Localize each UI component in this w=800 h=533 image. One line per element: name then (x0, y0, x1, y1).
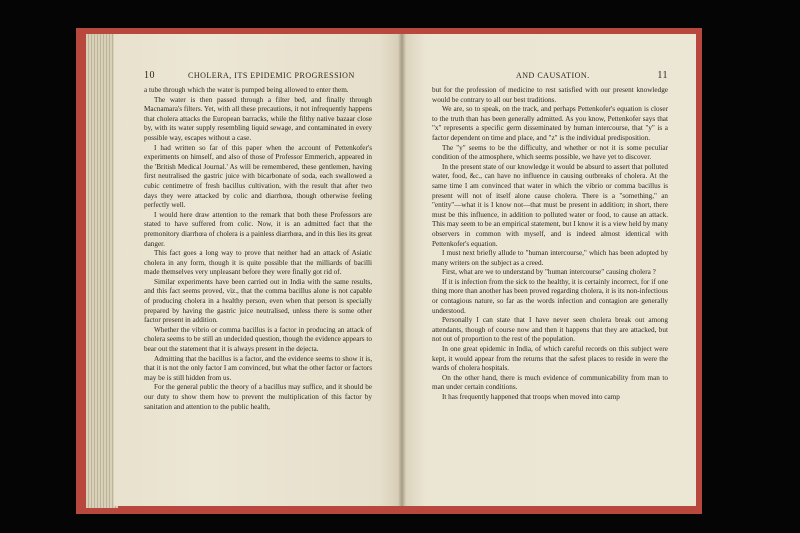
left-running-head: CHOLERA, ITS EPIDEMIC PROGRESSION (188, 71, 355, 80)
right-running-head: AND CAUSATION. (516, 71, 590, 80)
right-page (402, 34, 696, 506)
left-page-header (144, 70, 372, 81)
right-page-number: 11 (657, 70, 668, 81)
book-gutter (398, 34, 406, 506)
paragraph: For the general public the theory of a bacillus may suffice, and it should be our duty to show them how to prevent the multiplication of this factor by sanitation and attention to the public health, (144, 383, 372, 411)
paragraph: but for the profession of medicine to rest satisfied with our present knowledge would be contrary to all our best traditions. (432, 86, 668, 104)
paragraph: Similar experiments have been carried out in India with the same results, and this fact seems proved, viz., that the comma bacillus alone is not capable of producing cholera in a healthy person, even when that person is specially prepared by having the gastric juice neutralised, unless there is some other factor present in addition. (144, 277, 372, 325)
left-page (114, 34, 402, 506)
paragraph: The water is then passed through a filter bed, and finally through Macnamara's filters. Yet, with all these precautions, it not infrequently happens that cholera attacks the European barracks, while the filthy native bazaar close by, with its water supply resembling liquid sewage, and contaminated in every possible way, escapes without a case. (144, 95, 372, 142)
paragraph: Personally I can state that I have never seen cholera break out among attendants, though of course now and then it happens that they are attacked, but not out of proportion to the rest of the population. (432, 316, 668, 344)
paragraph: On the other hand, there is much evidence of communicability from man to man under certain conditions. (432, 373, 668, 392)
paragraph: This fact goes a long way to prove that neither had an attack of Asiatic cholera in any form, though it is quite possible that the milliards of bacilli made themselves very unpleasant before they were finally got rid of. (144, 249, 372, 277)
paragraph: The "y" seems to be the difficulty, and whether or not it is some peculiar condition of the atmosphere, which seems possible, we have yet to discover. (432, 143, 668, 162)
right-page-text (432, 86, 668, 403)
paragraph: In one great epidemic in India, of which careful records on this subject were kept, it would appear from the returns that the safest places to reside in were the wards of cholera hospitals. (432, 345, 668, 373)
paragraph: It has frequently happened that troops when moved into camp (442, 393, 620, 401)
paragraph: Whether the vibrio or comma bacillus is a factor in producing an attack of cholera seems to be still an undecided question, though the evidence appears to bear out the statement that it is always present in the dejecta. (144, 325, 372, 354)
paragraph: a tube through which the water is pumped being allowed to enter them. (144, 86, 349, 94)
paragraph: We are, so to speak, on the track, and perhaps Pettenkofer's equation is closer to the truth than has been generally admitted. As you know, Pettenkofer says that "x" represents a specific germ disseminated by human intercourse, that "y" is a factor dependent on time and place, and "z" is the individual predisposition. (432, 105, 668, 142)
left-page-number: 10 (144, 70, 155, 81)
paragraph: In the present state of our knowledge it would be absurd to assert that polluted water, food, &c., can have no influence in causing outbreaks of cholera. At the same time I am convinced that water in which the vibrio or comma bacillus is present will not of itself alone cause cholera. There is a "something," an "entity"—what it is I know not—that must be present in addition; in short, there must be this influence, in addition to polluted water or food, to cause an attack. This may seem to be an empirical statement, but I know it is a view held by many observers in common with myself, and is indeed almost identical with Pettenkofer's equation. (432, 162, 668, 248)
paragraph: Admitting that the bacillus is a factor, and the evidence seems to show it is, that it is not the only factor I am convinced, but what the other factor or factors may be is still hidden from us. (144, 354, 372, 382)
paragraph: I must next briefly allude to "human intercourse," which has been adopted by many writers on the subject as a creed. (432, 249, 668, 267)
left-page-text (144, 86, 372, 412)
paragraph: If it is infection from the sick to the healthy, it is certainly incorrect, for if one thing more than another has been proved regarding cholera, it is its non-infectious or contagious nature, so far as the words infection and contagion are generally understood. (432, 277, 668, 315)
paragraph: First, what are we to understand by "human intercourse" causing cholera ? (442, 268, 656, 277)
paragraph: I had written so far of this paper when the account of Pettenkofer's experiments on himself, and also of those of Professor Emmerich, appeared in the 'British Medical Journal.' As will be remembered, these gentlemen, having first neutralised the gastric juice with bicarbonate of soda, each swallowed a cubic centimetre of fresh bacillus cultivation, with the result that after two days they were attacked by colic and diarrhœa, though otherwise feeling perfectly well. (144, 143, 372, 210)
paragraph: I would here draw attention to the remark that both these Professors are stated to have suffered from colic. Now, it is an admitted fact that the premonitory diarrhœa of cholera is a painless diarrhœa, and in this lies its great danger. (144, 210, 372, 248)
